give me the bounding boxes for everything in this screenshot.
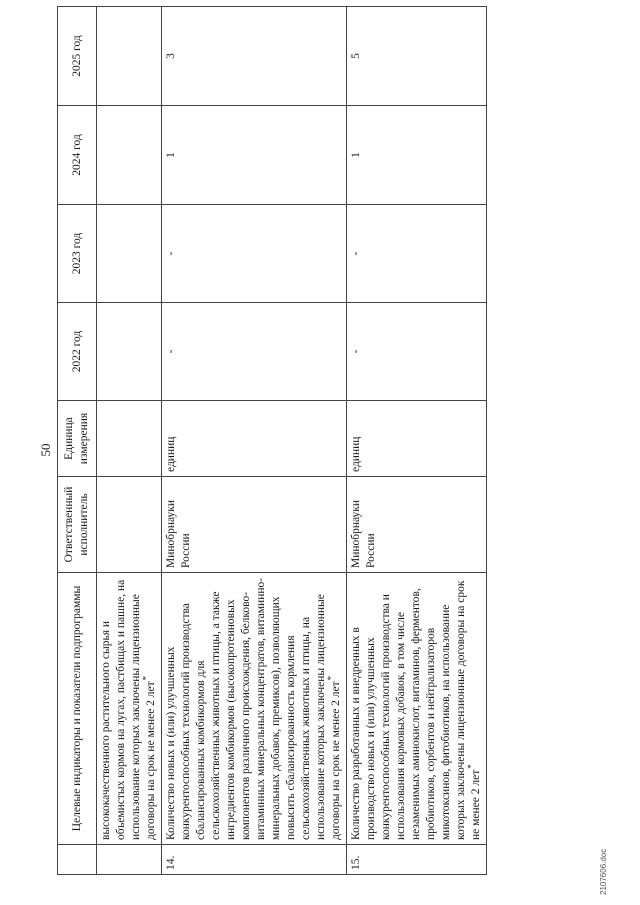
cell-2022 xyxy=(97,303,162,401)
cell-2025: 3 xyxy=(162,7,347,106)
header-unit: Единица измерения xyxy=(58,401,97,477)
header-executor: Ответственный исполнитель xyxy=(58,477,97,573)
cell-2022: - xyxy=(347,303,487,401)
table-row xyxy=(162,7,347,875)
cell-indicator: Количество разработанных и внедренных в производство новых и (или) улучшенных конкурентоспособных технологий производства и использования кормовых добавок, в том числе незаменимых аминокислот, витаминов, ферментов, пробиотиков, сорбентов и нейтрализаторов микотоксинов, фитобиотиков, на использование которых заключены лицензионные договоры на срок не менее 2 лет* xyxy=(347,573,487,845)
cell-unit xyxy=(97,401,162,477)
header-indicator: Целевые индикаторы и показатели подпрограммы xyxy=(58,573,97,845)
footnote-mark: * xyxy=(326,675,336,681)
cell-2023: - xyxy=(162,205,347,303)
cell-indicator: высококачественного растительного сырья и объемистых кормов на лугах, пастбищах и пашне, на использование которых заключены лицензионные договоры на срок не менее 2 лет* xyxy=(97,573,162,845)
header-2024: 2024 год xyxy=(58,106,97,205)
cell-executor xyxy=(97,477,162,573)
table-row-continuation xyxy=(97,7,162,875)
cell-2023: - xyxy=(347,205,487,303)
cell-2023 xyxy=(97,205,162,303)
cell-indicator: Количество новых и (или) улучшенных конкурентоспособных технологий производства сбалансированных комбикормов для сельскохозяйственных животных и птицы, а также ингредиентов комбикормов (высокопротеиновых компонентов различного происхождения, белково-витаминных минеральных концентратов, витаминно-минеральных добавок, премиксов), позволяющих повысить сбалансированность кормления сельскохозяйственных животных и птицы, на использование которых заключены лицензионные договоры на срок не менее 2 лет* xyxy=(162,573,347,845)
cell-2025 xyxy=(97,7,162,106)
cell-executor: Минобрнауки России xyxy=(347,477,487,573)
footnote-mark: * xyxy=(141,675,151,681)
indicators-table xyxy=(57,6,487,875)
footnote-mark: * xyxy=(466,764,476,769)
cell-2024: 1 xyxy=(162,106,347,205)
header-num xyxy=(58,845,97,875)
header-2022: 2022 год xyxy=(58,303,97,401)
page-number: 50 xyxy=(38,443,53,457)
cell-unit: единиц xyxy=(162,401,347,477)
cell-executor: Минобрнауки России xyxy=(162,477,347,573)
cell-num: 14. xyxy=(162,845,347,875)
table-header-row xyxy=(58,7,97,875)
cell-2025: 5 xyxy=(347,7,487,106)
table-row xyxy=(347,7,487,875)
cell-2024: 1 xyxy=(347,106,487,205)
cell-num: 15. xyxy=(347,845,487,875)
cell-unit: единиц xyxy=(347,401,487,477)
document-footer: 2107606.doc xyxy=(599,848,608,895)
header-2025: 2025 год xyxy=(58,7,97,106)
cell-2024 xyxy=(97,106,162,205)
header-2023: 2023 год xyxy=(58,205,97,303)
cell-2022: - xyxy=(162,303,347,401)
cell-num xyxy=(97,845,162,875)
